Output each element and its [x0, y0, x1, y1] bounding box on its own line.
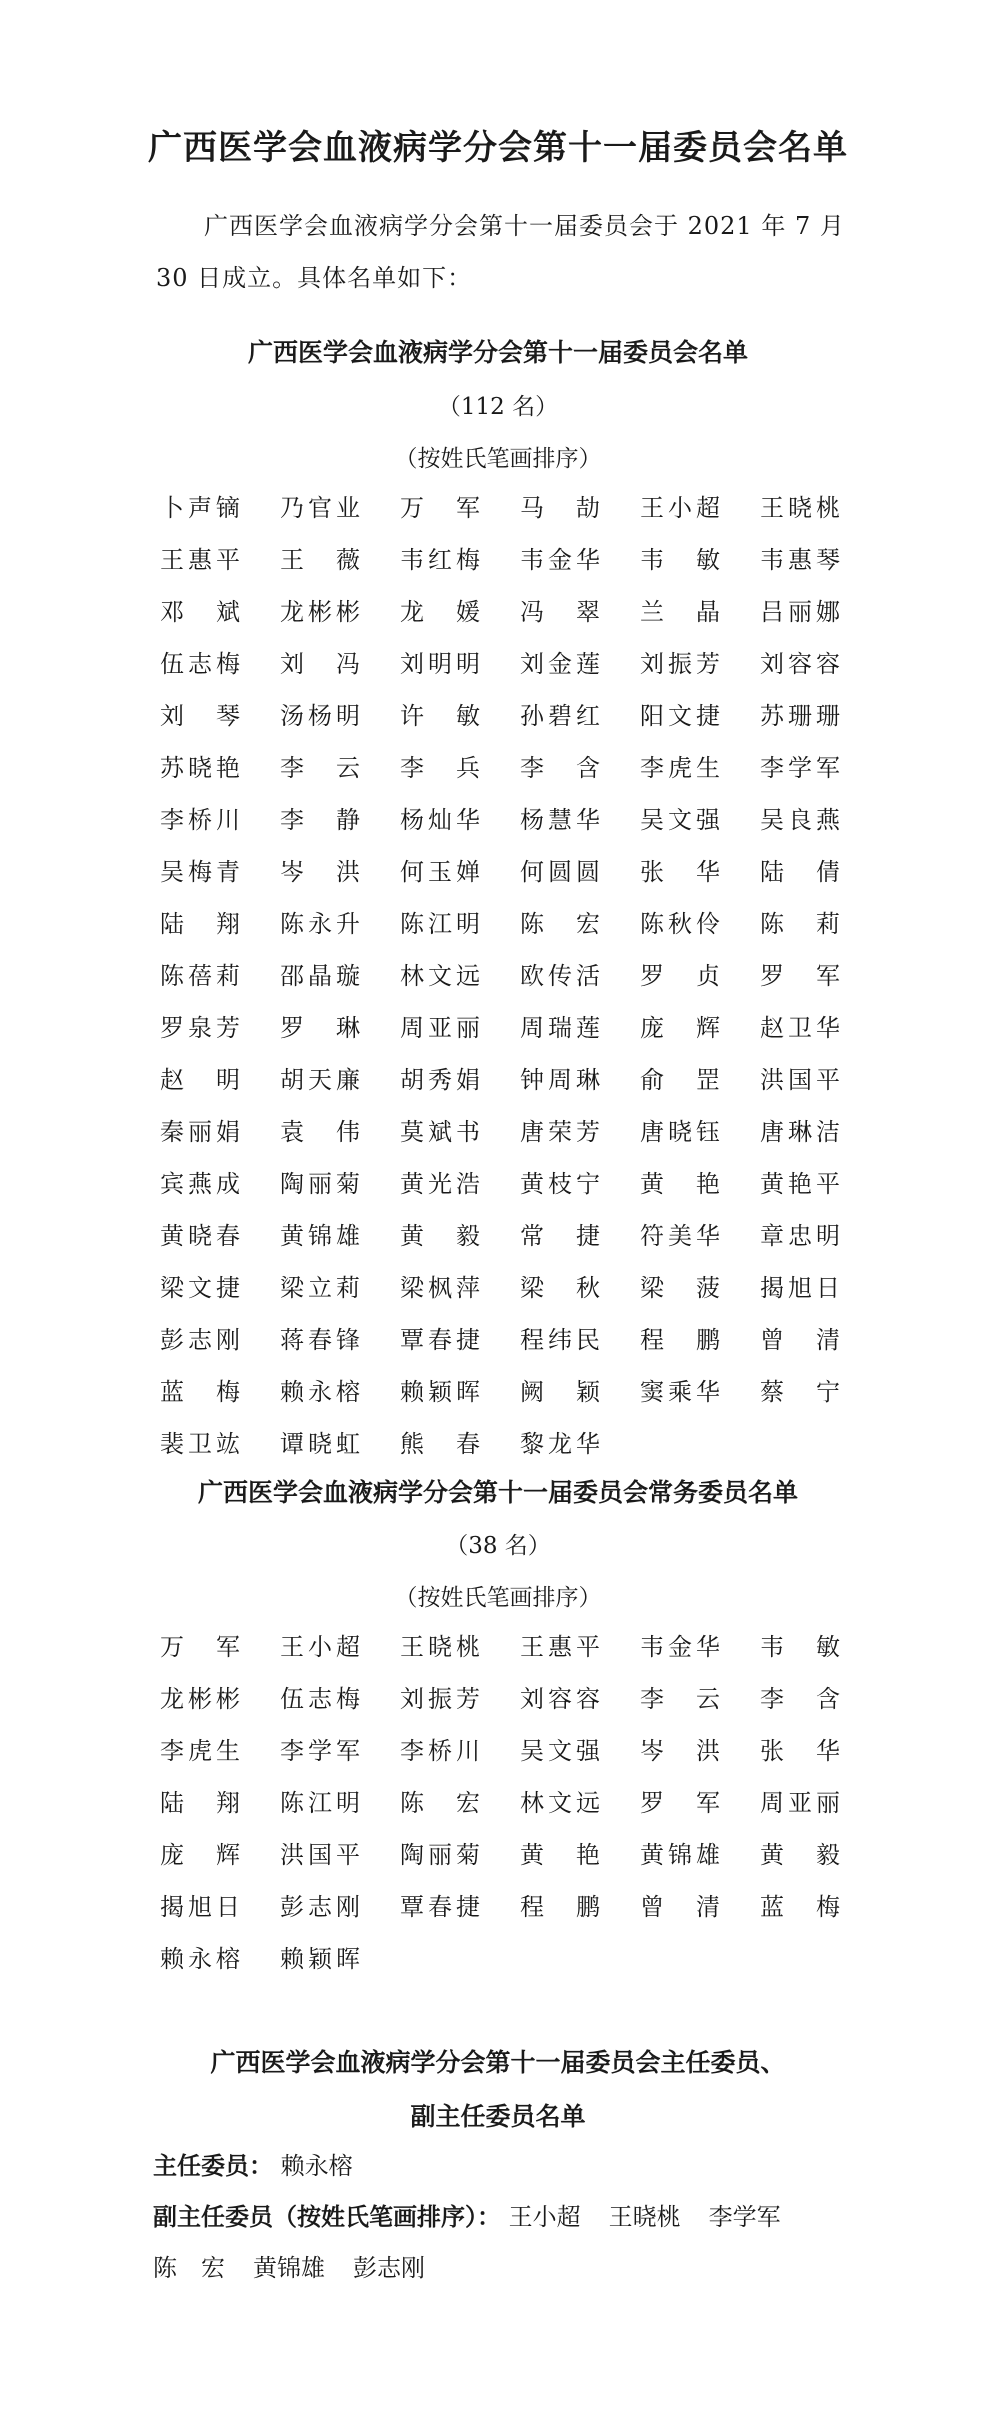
standing-name: 李 含 — [760, 1685, 840, 1713]
vice-names-line1 — [509, 2203, 809, 2231]
chair-line — [153, 2142, 353, 2190]
standing-name: 伍 志 梅 — [280, 1685, 360, 1713]
committee-title: 广西医学会血液病学分会第十一届委员会名单 — [247, 338, 748, 367]
standing-name: 刘 振 芳 — [400, 1685, 480, 1713]
standing-title: 广西医学会血液病学分会第十一届委员会常务委员名单 — [197, 1478, 798, 1507]
committee-name: 周 亚 丽 — [400, 1014, 480, 1042]
standing-name: 曾 清 — [640, 1893, 720, 1921]
vice-chair-name: 王晓桃 — [608, 2203, 681, 2231]
committee-name: 韦 惠 琴 — [760, 546, 840, 574]
committee-name: 窦 乘 华 — [640, 1378, 720, 1406]
standing-order-note: （按姓氏笔画排序） — [394, 1585, 602, 1611]
committee-name: 梁 文 捷 — [160, 1274, 240, 1302]
standing-name: 李 桥 川 — [400, 1737, 480, 1765]
committee-name: 刘 明 明 — [400, 650, 480, 678]
committee-name: 覃 春 捷 — [400, 1326, 480, 1354]
vice-label: 副主任委员（按姓氏笔画排序）： — [153, 2203, 501, 2231]
committee-name: 蔡 宁 — [760, 1378, 840, 1406]
committee-name: 苏 晓 艳 — [160, 754, 240, 782]
committee-name: 王 小 超 — [640, 494, 720, 522]
committee-name: 龙 彬 彬 — [280, 598, 360, 626]
committee-name: 胡 秀 娟 — [400, 1066, 480, 1094]
committee-name: 洪 国 平 — [760, 1066, 840, 1094]
standing-name: 庞 辉 — [160, 1841, 240, 1869]
committee-name: 罗 军 — [760, 962, 840, 990]
committee-name: 冯 翠 — [520, 598, 600, 626]
standing-name: 蓝 梅 — [760, 1893, 840, 1921]
committee-name: 卜 声 镝 — [160, 494, 240, 522]
standing-name: 李 虎 生 — [160, 1737, 240, 1765]
committee-name: 彭 志 刚 — [160, 1326, 240, 1354]
committee-name: 赵 卫 华 — [760, 1014, 840, 1042]
standing-name: 陆 翔 — [160, 1789, 240, 1817]
committee-name: 罗 琳 — [280, 1014, 360, 1042]
committee-name: 黄 锦 雄 — [280, 1222, 360, 1250]
committee-name: 唐 晓 钰 — [640, 1118, 720, 1146]
standing-count: （38 名） — [445, 1533, 551, 1559]
committee-name: 陈 莉 — [760, 910, 840, 938]
committee-name: 唐 荣 芳 — [520, 1118, 600, 1146]
leaders-title-line2: 副主任委员名单 — [410, 2102, 586, 2131]
committee-name: 黄 晓 春 — [160, 1222, 240, 1250]
committee-name: 汤 杨 明 — [280, 702, 360, 730]
committee-name: 梁 秋 — [520, 1274, 600, 1302]
committee-name: 陈 宏 — [520, 910, 600, 938]
standing-name: 陈 江 明 — [280, 1789, 360, 1817]
committee-name: 谭 晓 虹 — [280, 1430, 360, 1458]
standing-name: 黄 锦 雄 — [640, 1841, 720, 1869]
committee-name: 庞 辉 — [640, 1014, 720, 1042]
committee-name: 莫 斌 书 — [400, 1118, 480, 1146]
standing-name: 彭 志 刚 — [280, 1893, 360, 1921]
committee-name: 苏 珊 珊 — [760, 702, 840, 730]
committee-name: 梁 枫 萍 — [400, 1274, 480, 1302]
committee-name: 阙 颖 — [520, 1378, 600, 1406]
committee-name: 吕 丽 娜 — [760, 598, 840, 626]
committee-name: 周 瑞 莲 — [520, 1014, 600, 1042]
chair-name: 赖永榕 — [280, 2152, 353, 2180]
committee-name: 常 捷 — [520, 1222, 600, 1250]
committee-name: 吴 梅 青 — [160, 858, 240, 886]
committee-name: 欧 传 活 — [520, 962, 600, 990]
committee-name: 黄 光 浩 — [400, 1170, 480, 1198]
committee-name: 袁 伟 — [280, 1118, 360, 1146]
standing-name: 林 文 远 — [520, 1789, 600, 1817]
committee-name: 刘 金 莲 — [520, 650, 600, 678]
standing-name: 周 亚 丽 — [760, 1789, 840, 1817]
standing-name: 吴 文 强 — [520, 1737, 600, 1765]
committee-name: 李 云 — [280, 754, 360, 782]
committee-name: 赵 明 — [160, 1066, 240, 1094]
committee-name: 陈 蓓 莉 — [160, 962, 240, 990]
committee-name: 李 虎 生 — [640, 754, 720, 782]
standing-name: 岑 洪 — [640, 1737, 720, 1765]
committee-name: 刘 冯 — [280, 650, 360, 678]
committee-name: 韦 敏 — [640, 546, 720, 574]
committee-name: 赖 永 榕 — [280, 1378, 360, 1406]
committee-name: 梁 立 莉 — [280, 1274, 360, 1302]
standing-name: 覃 春 捷 — [400, 1893, 480, 1921]
vice-names-line2 — [153, 2254, 453, 2282]
standing-name: 洪 国 平 — [280, 1841, 360, 1869]
committee-name: 陶 丽 菊 — [280, 1170, 360, 1198]
leaders-title-line1: 广西医学会血液病学分会第十一届委员会主任委员、 — [210, 2048, 786, 2077]
standing-name: 张 华 — [760, 1737, 840, 1765]
committee-name: 吴 文 强 — [640, 806, 720, 834]
committee-name: 宾 燕 成 — [160, 1170, 240, 1198]
committee-name: 伍 志 梅 — [160, 650, 240, 678]
committee-name: 李 兵 — [400, 754, 480, 782]
committee-name: 熊 春 — [400, 1430, 480, 1458]
committee-name: 王 惠 平 — [160, 546, 240, 574]
committee-name: 梁 菠 — [640, 1274, 720, 1302]
committee-name: 黄 枝 宁 — [520, 1170, 600, 1198]
committee-name: 王 薇 — [280, 546, 360, 574]
standing-name: 赖 永 榕 — [160, 1945, 240, 1973]
committee-name: 刘 琴 — [160, 702, 240, 730]
committee-name: 马 劼 — [520, 494, 600, 522]
committee-name: 陈 永 升 — [280, 910, 360, 938]
committee-name: 蓝 梅 — [160, 1378, 240, 1406]
standing-name: 万 军 — [160, 1633, 240, 1661]
committee-name: 杨 灿 华 — [400, 806, 480, 834]
committee-name: 刘 振 芳 — [640, 650, 720, 678]
committee-name: 曾 清 — [760, 1326, 840, 1354]
standing-name: 龙 彬 彬 — [160, 1685, 240, 1713]
committee-name: 兰 晶 — [640, 598, 720, 626]
committee-name: 黄 艳 — [640, 1170, 720, 1198]
committee-name: 揭 旭 日 — [760, 1274, 840, 1302]
committee-name: 孙 碧 红 — [520, 702, 600, 730]
standing-name: 王 晓 桃 — [400, 1633, 480, 1661]
committee-name: 李 桥 川 — [160, 806, 240, 834]
committee-name: 钟 周 琳 — [520, 1066, 600, 1094]
committee-name: 许 敏 — [400, 702, 480, 730]
standing-name: 王 小 超 — [280, 1633, 360, 1661]
standing-name: 陈 宏 — [400, 1789, 480, 1817]
standing-name: 赖 颖 晖 — [280, 1945, 360, 1973]
committee-name: 章 忠 明 — [760, 1222, 840, 1250]
vice-chair-name: 李学军 — [708, 2203, 781, 2231]
standing-name: 李 云 — [640, 1685, 720, 1713]
committee-name: 吴 良 燕 — [760, 806, 840, 834]
committee-name: 刘 容 容 — [760, 650, 840, 678]
vice-chair-line2 — [153, 2244, 453, 2292]
committee-name: 李 含 — [520, 754, 600, 782]
committee-name: 韦 红 梅 — [400, 546, 480, 574]
vice-chair-name: 王小超 — [508, 2203, 581, 2231]
standing-name: 罗 军 — [640, 1789, 720, 1817]
standing-name: 王 惠 平 — [520, 1633, 600, 1661]
committee-name: 秦 丽 娟 — [160, 1118, 240, 1146]
committee-name: 李 学 军 — [760, 754, 840, 782]
committee-name: 唐 琳 洁 — [760, 1118, 840, 1146]
committee-name: 陆 翔 — [160, 910, 240, 938]
committee-name: 韦 金 华 — [520, 546, 600, 574]
committee-name: 蒋 春 锋 — [280, 1326, 360, 1354]
vice-chair-name: 彭志刚 — [353, 2254, 425, 2282]
committee-name: 程 纬 民 — [520, 1326, 600, 1354]
vice-chair-name: 陈 宏 — [153, 2254, 225, 2282]
committee-name-grid — [160, 482, 880, 1470]
committee-name: 黄 毅 — [400, 1222, 480, 1250]
committee-name: 陈 江 明 — [400, 910, 480, 938]
committee-name: 罗 泉 芳 — [160, 1014, 240, 1042]
committee-name: 裴 卫 竑 — [160, 1430, 240, 1458]
committee-name: 陆 倩 — [760, 858, 840, 886]
standing-name: 黄 毅 — [760, 1841, 840, 1869]
committee-name: 岑 洪 — [280, 858, 360, 886]
committee-name: 黎 龙 华 — [520, 1430, 600, 1458]
standing-name-grid — [160, 1621, 880, 1985]
committee-name: 符 美 华 — [640, 1222, 720, 1250]
committee-count: （112 名） — [437, 394, 559, 420]
standing-name: 韦 金 华 — [640, 1633, 720, 1661]
standing-name: 程 鹏 — [520, 1893, 600, 1921]
committee-name: 杨 慧 华 — [520, 806, 600, 834]
standing-name: 李 学 军 — [280, 1737, 360, 1765]
committee-name: 林 文 远 — [400, 962, 480, 990]
vice-chair-name: 黄锦雄 — [253, 2254, 325, 2282]
committee-name: 俞 罡 — [640, 1066, 720, 1094]
committee-name: 赖 颖 晖 — [400, 1378, 480, 1406]
standing-name: 刘 容 容 — [520, 1685, 600, 1713]
committee-name: 邓 斌 — [160, 598, 240, 626]
committee-order-note: （按姓氏笔画排序） — [394, 446, 602, 472]
committee-name: 王 晓 桃 — [760, 494, 840, 522]
committee-name: 万 军 — [400, 494, 480, 522]
standing-name: 黄 艳 — [520, 1841, 600, 1869]
committee-name: 张 华 — [640, 858, 720, 886]
committee-name: 黄 艳 平 — [760, 1170, 840, 1198]
committee-name: 何 玉 婵 — [400, 858, 480, 886]
committee-name: 邵 晶 璇 — [280, 962, 360, 990]
chair-label: 主任委员： — [153, 2152, 273, 2180]
vice-chair-line — [153, 2193, 809, 2241]
committee-name: 陈 秋 伶 — [640, 910, 720, 938]
committee-name: 阳 文 捷 — [640, 702, 720, 730]
committee-name: 李 静 — [280, 806, 360, 834]
standing-name: 揭 旭 日 — [160, 1893, 240, 1921]
standing-name: 韦 敏 — [760, 1633, 840, 1661]
committee-name: 罗 贞 — [640, 962, 720, 990]
main-title: 广西医学会血液病学分会第十一届委员会名单 — [148, 128, 848, 168]
intro-paragraph: 广西医学会血液病学分会第十一届委员会于 2021 年 7 月 30 日成立。具体名单如下： — [156, 212, 845, 292]
standing-name: 陶 丽 菊 — [400, 1841, 480, 1869]
committee-name: 何 圆 圆 — [520, 858, 600, 886]
committee-name: 程 鹏 — [640, 1326, 720, 1354]
committee-name: 胡 天 廉 — [280, 1066, 360, 1094]
committee-name: 乃 官 业 — [280, 494, 360, 522]
committee-name: 龙 媛 — [400, 598, 480, 626]
